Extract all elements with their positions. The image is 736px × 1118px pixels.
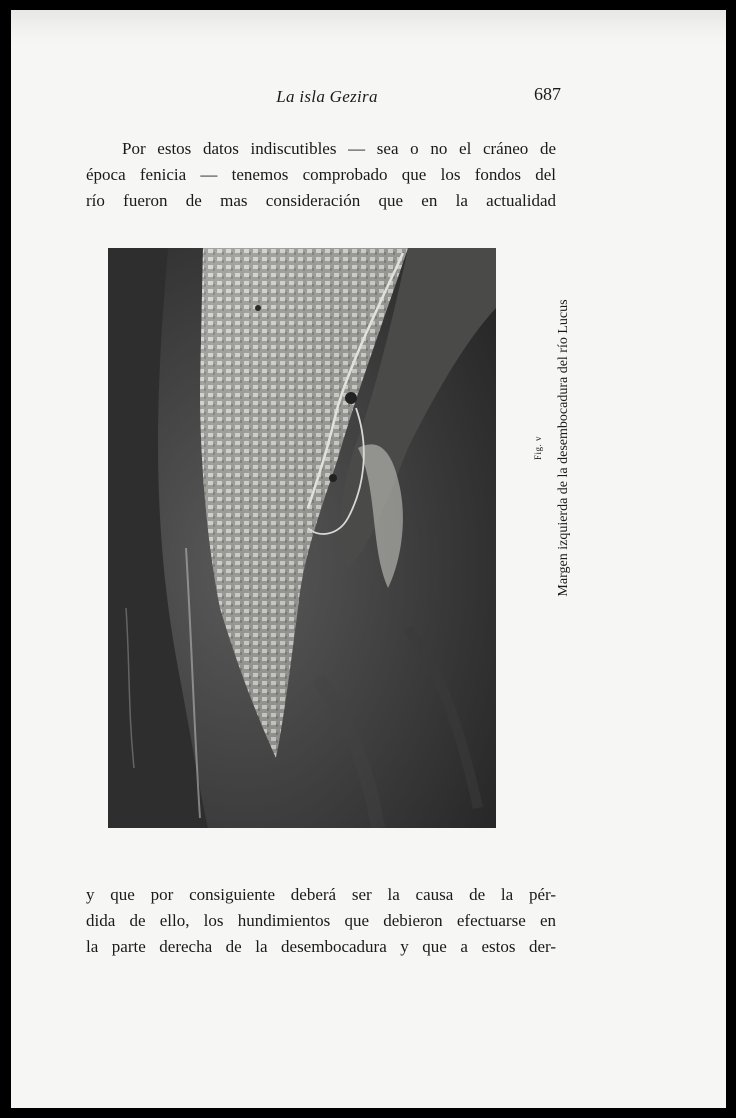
aerial-photo-icon — [108, 248, 496, 828]
page-number: 687 — [534, 84, 561, 104]
figure-caption-text: Margen izquierda de la desembocadura del río Lucus — [556, 299, 571, 597]
figure-caption — [533, 248, 576, 828]
paragraph-2 — [86, 882, 556, 960]
paragraph-1-line-2: época fenicia — tenemos comprobado que los fondos del — [86, 165, 556, 184]
paragraph-1 — [86, 136, 556, 214]
paragraph-1-line-1: Por estos datos indiscutibles — sea o no el cráneo de — [122, 139, 556, 158]
paragraph-2-line-2: dida de ello, los hundimientos que debieron efectuarse en — [86, 911, 556, 930]
paragraph-2-line-1: y que por consiguiente deberá ser la causa de la pér- — [86, 885, 556, 904]
document-page — [11, 10, 726, 1108]
figure-label: Fig. v — [533, 436, 543, 461]
paragraph-2-line-3: la parte derecha de la desembocadura y que a estos der- — [86, 937, 556, 956]
aerial-photo — [108, 248, 496, 828]
running-title: La isla Gezira — [276, 87, 378, 106]
paragraph-1-line-3: río fueron de mas consideración que en la actualidad — [86, 191, 556, 210]
